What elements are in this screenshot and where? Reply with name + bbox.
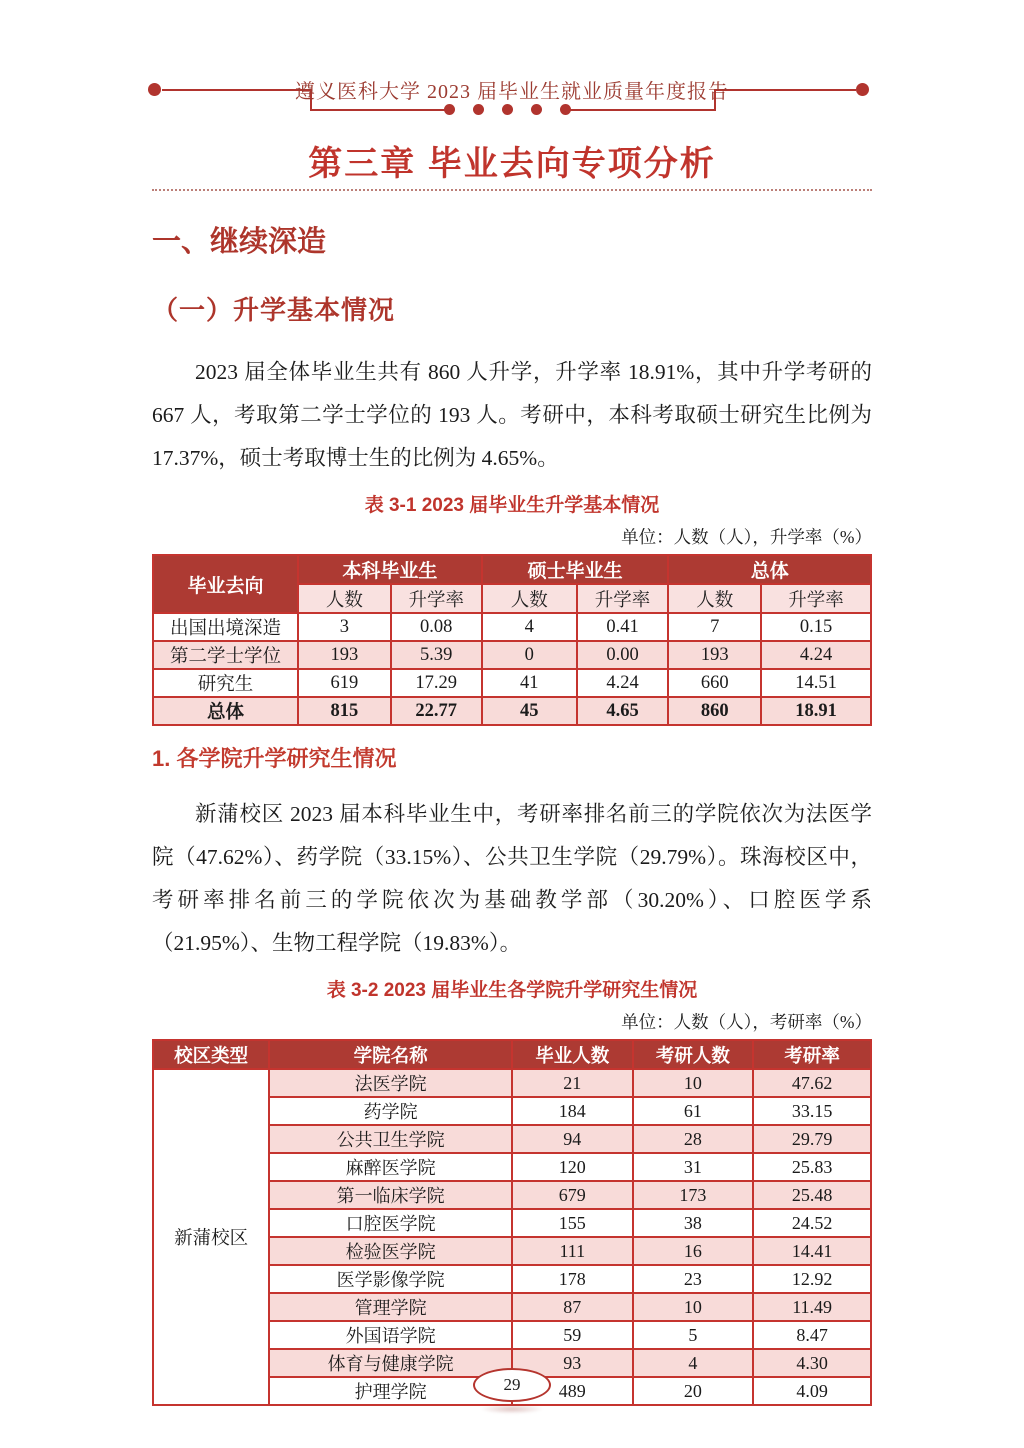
report-header-title: 遵义医科大学 2023 届毕业生就业质量年度报告 xyxy=(295,81,729,103)
value-cell: 193 xyxy=(298,641,391,669)
value-cell: 25.48 xyxy=(753,1181,871,1209)
destination-cell: 总体 xyxy=(153,697,298,725)
value-cell: 155 xyxy=(512,1209,633,1237)
value-cell: 28 xyxy=(633,1125,754,1153)
value-cell: 11.49 xyxy=(753,1293,871,1321)
page-content xyxy=(152,78,872,1406)
college-cell: 第一临床学院 xyxy=(269,1181,512,1209)
value-cell: 61 xyxy=(633,1097,754,1125)
value-cell: 14.41 xyxy=(753,1237,871,1265)
group-header-cell: 本科毕业生 xyxy=(298,555,482,584)
table-row xyxy=(153,1069,871,1097)
paragraph-college-ranking: 新蒲校区 2023 届本科毕业生中，考研率排名前三的学院依次为法医学院（47.62%）、药学院（33.15%）、公共卫生学院（29.79%）。珠海校区中，考研率排名前三的学院依次为基础教学部（30.20%）、口腔医学系（21.95%）、生物工程学院（19.83%）。 xyxy=(152,802,872,955)
sub-header-cell: 升学率 xyxy=(761,584,871,613)
header-dot-icon xyxy=(502,104,513,115)
numbered-heading-college-situation: 1. 各学院升学研究生情况 xyxy=(152,746,397,771)
value-cell: 660 xyxy=(668,669,761,697)
college-cell: 药学院 xyxy=(269,1097,512,1125)
header-cell: 考研率 xyxy=(753,1040,871,1069)
value-cell: 4.24 xyxy=(577,669,669,697)
value-cell: 20 xyxy=(633,1377,754,1405)
value-cell: 815 xyxy=(298,697,391,725)
header-dot-icon xyxy=(473,104,484,115)
college-cell: 法医学院 xyxy=(269,1069,512,1097)
value-cell: 184 xyxy=(512,1097,633,1125)
college-cell: 公共卫生学院 xyxy=(269,1125,512,1153)
value-cell: 47.62 xyxy=(753,1069,871,1097)
value-cell: 619 xyxy=(298,669,391,697)
table-3-1-caption: 表 3-1 2023 届毕业生升学基本情况 xyxy=(364,495,660,516)
value-cell: 24.52 xyxy=(753,1209,871,1237)
table-3-2 xyxy=(152,1039,872,1406)
value-cell: 33.15 xyxy=(753,1097,871,1125)
value-cell: 7 xyxy=(668,613,761,641)
chapter-title: 第三章 毕业去向专项分析 xyxy=(308,145,716,183)
table-3-1-group-header-row xyxy=(153,555,871,584)
sub-header-cell: 人数 xyxy=(668,584,761,613)
title-divider xyxy=(152,189,872,191)
value-cell: 59 xyxy=(512,1321,633,1349)
section-heading-continue-education: 一、继续深造 xyxy=(152,226,327,258)
subsection-heading-basic-situation: （一）升学基本情况 xyxy=(152,295,396,325)
value-cell: 45 xyxy=(482,697,577,725)
value-cell: 5.39 xyxy=(391,641,482,669)
value-cell: 111 xyxy=(512,1237,633,1265)
page-number-reflection xyxy=(480,1404,544,1414)
value-cell: 0.41 xyxy=(577,613,669,641)
table-3-2-unit-note: 单位：人数（人），考研率（%） xyxy=(621,1012,872,1032)
value-cell: 193 xyxy=(668,641,761,669)
value-cell: 173 xyxy=(633,1181,754,1209)
value-cell: 25.83 xyxy=(753,1153,871,1181)
table-row xyxy=(153,669,871,697)
page-number-area xyxy=(0,1368,1024,1414)
header-dot-icon xyxy=(531,104,542,115)
page-header xyxy=(152,78,872,126)
value-cell: 22.77 xyxy=(391,697,482,725)
college-cell: 麻醉医学院 xyxy=(269,1153,512,1181)
value-cell: 4.24 xyxy=(761,641,871,669)
header-dot-icon xyxy=(444,104,455,115)
sub-header-cell: 升学率 xyxy=(391,584,482,613)
paragraph-upgrade-overview: 2023 届全体毕业生共有 860 人升学，升学率 18.91%，其中升学考研的 667 人，考取第二学士学位的 193 人。考研中，本科考取硕士研究生比例为 17.37%，硕士考取博士生的比例为 4.65%。 xyxy=(152,360,872,470)
header-cell: 考研人数 xyxy=(633,1040,754,1069)
header-rule-bottom-right xyxy=(569,109,716,111)
college-cell: 检验医学院 xyxy=(269,1237,512,1265)
college-cell: 管理学院 xyxy=(269,1293,512,1321)
sub-header-cell: 人数 xyxy=(298,584,391,613)
value-cell: 120 xyxy=(512,1153,633,1181)
value-cell: 4.65 xyxy=(577,697,669,725)
table-3-1-unit-note: 单位：人数（人），升学率（%） xyxy=(621,527,872,547)
value-cell: 23 xyxy=(633,1265,754,1293)
value-cell: 679 xyxy=(512,1181,633,1209)
campus-cell: 新蒲校区 xyxy=(153,1069,269,1405)
destination-cell: 研究生 xyxy=(153,669,298,697)
header-cell: 学院名称 xyxy=(269,1040,512,1069)
value-cell: 38 xyxy=(633,1209,754,1237)
value-cell: 4.09 xyxy=(753,1377,871,1405)
value-cell: 12.92 xyxy=(753,1265,871,1293)
value-cell: 16 xyxy=(633,1237,754,1265)
value-cell: 10 xyxy=(633,1069,754,1097)
destination-cell: 第二学士学位 xyxy=(153,641,298,669)
value-cell: 18.91 xyxy=(761,697,871,725)
table-3-2-header-row xyxy=(153,1040,871,1069)
page-number-badge xyxy=(473,1368,551,1402)
college-cell: 医学影像学院 xyxy=(269,1265,512,1293)
value-cell: 178 xyxy=(512,1265,633,1293)
value-cell: 4.30 xyxy=(753,1349,871,1377)
value-cell: 0.00 xyxy=(577,641,669,669)
table-total-row xyxy=(153,697,871,725)
table-row xyxy=(153,641,871,669)
value-cell: 8.47 xyxy=(753,1321,871,1349)
value-cell: 41 xyxy=(482,669,577,697)
table-row xyxy=(153,613,871,641)
value-cell: 94 xyxy=(512,1125,633,1153)
group-header-cell: 硕士毕业生 xyxy=(482,555,669,584)
header-cell: 毕业人数 xyxy=(512,1040,633,1069)
header-cell: 校区类型 xyxy=(153,1040,269,1069)
value-cell: 4 xyxy=(633,1349,754,1377)
header-rule-bottom-left xyxy=(310,109,450,111)
value-cell: 93 xyxy=(512,1349,633,1377)
value-cell: 3 xyxy=(298,613,391,641)
sub-header-cell: 人数 xyxy=(482,584,577,613)
table-3-2-caption: 表 3-2 2023 届毕业生各学院升学研究生情况 xyxy=(326,980,698,1001)
value-cell: 4 xyxy=(482,613,577,641)
value-cell: 14.51 xyxy=(761,669,871,697)
page-number: 29 xyxy=(503,1375,521,1394)
college-cell: 外国语学院 xyxy=(269,1321,512,1349)
group-header-cell: 总体 xyxy=(668,555,871,584)
value-cell: 860 xyxy=(668,697,761,725)
value-cell: 31 xyxy=(633,1153,754,1181)
college-cell: 体育与健康学院 xyxy=(269,1349,512,1377)
value-cell: 0.15 xyxy=(761,613,871,641)
value-cell: 21 xyxy=(512,1069,633,1097)
value-cell: 29.79 xyxy=(753,1125,871,1153)
value-cell: 5 xyxy=(633,1321,754,1349)
destination-cell: 出国出境深造 xyxy=(153,613,298,641)
value-cell: 87 xyxy=(512,1293,633,1321)
value-cell: 17.29 xyxy=(391,669,482,697)
table-3-1 xyxy=(152,554,872,726)
corner-header-cell: 毕业去向 xyxy=(153,555,298,613)
college-cell: 护理学院 xyxy=(269,1377,512,1405)
value-cell: 0 xyxy=(482,641,577,669)
value-cell: 489 xyxy=(512,1377,633,1405)
college-cell: 口腔医学院 xyxy=(269,1209,512,1237)
value-cell: 10 xyxy=(633,1293,754,1321)
value-cell: 0.08 xyxy=(391,613,482,641)
sub-header-cell: 升学率 xyxy=(577,584,669,613)
